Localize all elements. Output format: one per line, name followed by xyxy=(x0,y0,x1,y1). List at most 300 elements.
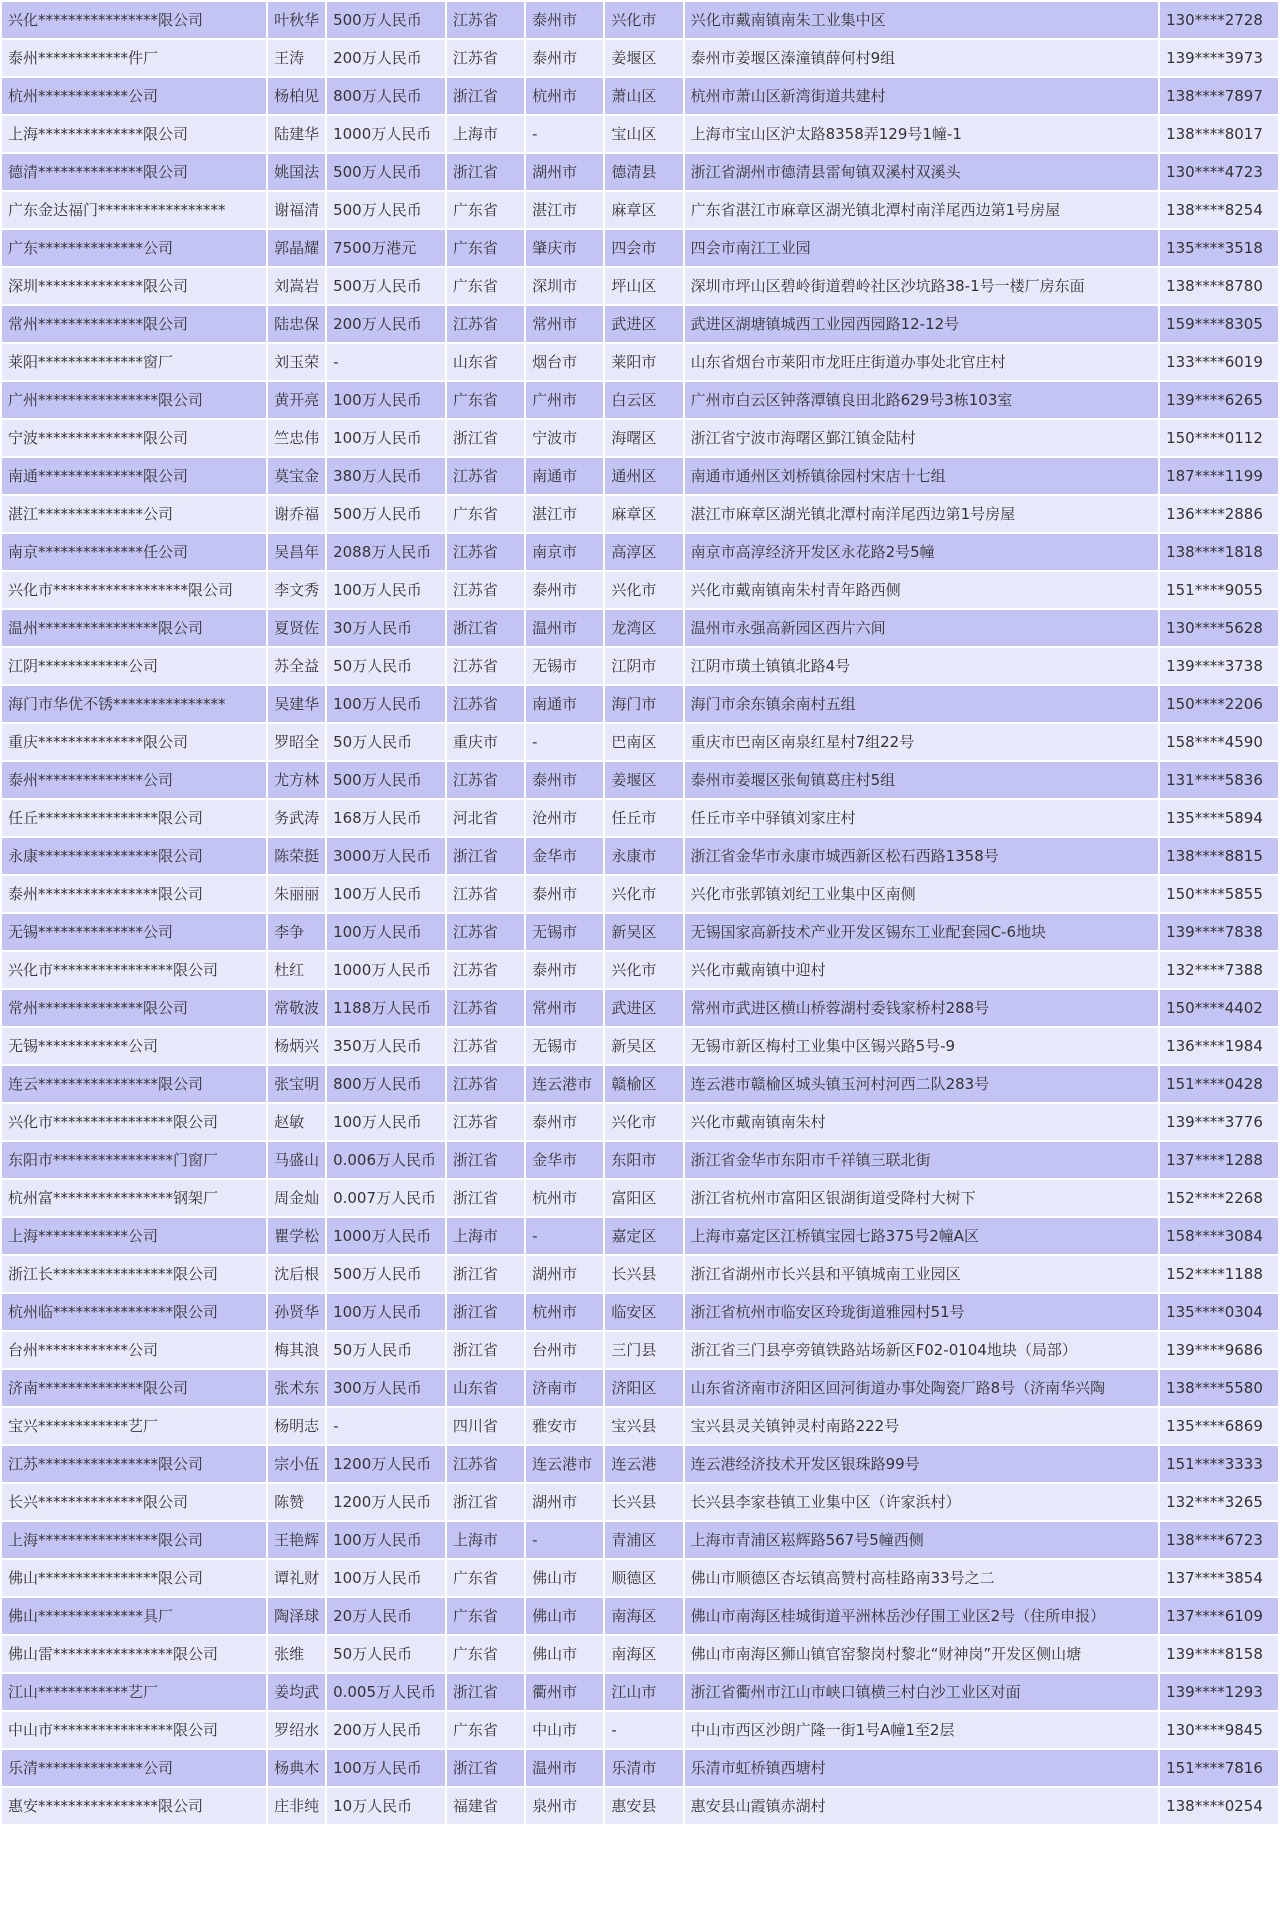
address-cell: 湛江市麻章区湖光镇北潭村南洋尾西边第1号房屋 xyxy=(685,496,1159,532)
registered-capital-cell: - xyxy=(327,344,445,380)
address-cell: 武进区湖塘镇城西工业园西园路12-12号 xyxy=(685,306,1159,342)
city-cell: 雅安市 xyxy=(526,1408,603,1444)
table-row xyxy=(2,116,1278,152)
district-cell: 济阳区 xyxy=(605,1370,682,1406)
province-cell: 江苏省 xyxy=(447,534,524,570)
province-cell: 江苏省 xyxy=(447,1446,524,1482)
district-cell: 武进区 xyxy=(605,990,682,1026)
city-cell: 湖州市 xyxy=(526,1256,603,1292)
district-cell: 东阳市 xyxy=(605,1142,682,1178)
province-cell: 浙江省 xyxy=(447,1332,524,1368)
company-name-cell: 兴化市******************限公司 xyxy=(2,572,266,608)
city-cell: 中山市 xyxy=(526,1712,603,1748)
legal-person-cell: 陆建华 xyxy=(268,116,325,152)
table-row xyxy=(2,648,1278,684)
phone-cell: 139****3776 xyxy=(1160,1104,1278,1140)
legal-person-cell: 瞿学松 xyxy=(268,1218,325,1254)
legal-person-cell: 叶秋华 xyxy=(268,2,325,38)
address-cell: 浙江省杭州市富阳区银湖街道受降村大树下 xyxy=(685,1180,1159,1216)
company-name-cell: 杭州************公司 xyxy=(2,78,266,114)
legal-person-cell: 谭礼财 xyxy=(268,1560,325,1596)
company-name-cell: 温州****************限公司 xyxy=(2,610,266,646)
registered-capital-cell: 1200万人民币 xyxy=(327,1446,445,1482)
province-cell: 浙江省 xyxy=(447,1294,524,1330)
province-cell: 河北省 xyxy=(447,800,524,836)
company-name-cell: 海门市华优不锈*************** xyxy=(2,686,266,722)
city-cell: 连云港市 xyxy=(526,1446,603,1482)
city-cell: - xyxy=(526,1522,603,1558)
phone-cell: 133****6019 xyxy=(1160,344,1278,380)
legal-person-cell: 马盛山 xyxy=(268,1142,325,1178)
table-row xyxy=(2,686,1278,722)
company-name-cell: 江阴************公司 xyxy=(2,648,266,684)
district-cell: 长兴县 xyxy=(605,1256,682,1292)
phone-cell: 135****3518 xyxy=(1160,230,1278,266)
district-cell: 宝兴县 xyxy=(605,1408,682,1444)
address-cell: 上海市嘉定区江桥镇宝园七路375号2幢A区 xyxy=(685,1218,1159,1254)
address-cell: 浙江省湖州市长兴县和平镇城南工业园区 xyxy=(685,1256,1159,1292)
company-name-cell: 泰州**************公司 xyxy=(2,762,266,798)
district-cell: 乐清市 xyxy=(605,1750,682,1786)
legal-person-cell: 常敬波 xyxy=(268,990,325,1026)
city-cell: 温州市 xyxy=(526,1750,603,1786)
province-cell: 江苏省 xyxy=(447,306,524,342)
legal-person-cell: 谢乔福 xyxy=(268,496,325,532)
district-cell: 长兴县 xyxy=(605,1484,682,1520)
company-name-cell: 无锡************公司 xyxy=(2,1028,266,1064)
legal-person-cell: 黄开亮 xyxy=(268,382,325,418)
company-name-cell: 浙江长****************限公司 xyxy=(2,1256,266,1292)
province-cell: 江苏省 xyxy=(447,1066,524,1102)
registered-capital-cell: 500万人民币 xyxy=(327,2,445,38)
city-cell: 台州市 xyxy=(526,1332,603,1368)
phone-cell: 136****2886 xyxy=(1160,496,1278,532)
province-cell: 江苏省 xyxy=(447,648,524,684)
registered-capital-cell: 168万人民币 xyxy=(327,800,445,836)
table-row xyxy=(2,1522,1278,1558)
address-cell: 兴化市戴南镇南朱工业集中区 xyxy=(685,2,1159,38)
district-cell: 莱阳市 xyxy=(605,344,682,380)
address-cell: 浙江省金华市东阳市千祥镇三联北街 xyxy=(685,1142,1159,1178)
legal-person-cell: 杜红 xyxy=(268,952,325,988)
phone-cell: 138****7897 xyxy=(1160,78,1278,114)
address-cell: 中山市西区沙朗广隆一街1号A幢1至2层 xyxy=(685,1712,1159,1748)
table-row xyxy=(2,1180,1278,1216)
company-name-cell: 深圳**************限公司 xyxy=(2,268,266,304)
phone-cell: 135****0304 xyxy=(1160,1294,1278,1330)
address-cell: 佛山市南海区狮山镇官窑黎岗村黎北“财神岗”开发区侧山塘 xyxy=(685,1636,1159,1672)
address-cell: 山东省济南市济阳区回河街道办事处陶瓷厂路8号（济南华兴陶 xyxy=(685,1370,1159,1406)
table-row xyxy=(2,572,1278,608)
registered-capital-cell: 380万人民币 xyxy=(327,458,445,494)
address-cell: 泰州市姜堰区溱潼镇薛何村9组 xyxy=(685,40,1159,76)
phone-cell: 150****0112 xyxy=(1160,420,1278,456)
district-cell: 德清县 xyxy=(605,154,682,190)
phone-cell: 151****7816 xyxy=(1160,1750,1278,1786)
legal-person-cell: 孙贤华 xyxy=(268,1294,325,1330)
address-cell: 无锡市新区梅村工业集中区锡兴路5号-9 xyxy=(685,1028,1159,1064)
city-cell: 湖州市 xyxy=(526,154,603,190)
company-name-cell: 广州****************限公司 xyxy=(2,382,266,418)
province-cell: 浙江省 xyxy=(447,420,524,456)
company-name-cell: 东阳市****************门窗厂 xyxy=(2,1142,266,1178)
company-name-cell: 上海****************限公司 xyxy=(2,1522,266,1558)
city-cell: 佛山市 xyxy=(526,1636,603,1672)
province-cell: 广东省 xyxy=(447,230,524,266)
city-cell: 济南市 xyxy=(526,1370,603,1406)
city-cell: 杭州市 xyxy=(526,1294,603,1330)
registered-capital-cell: 100万人民币 xyxy=(327,382,445,418)
address-cell: 山东省烟台市莱阳市龙旺庄街道办事处北官庄村 xyxy=(685,344,1159,380)
table-row xyxy=(2,268,1278,304)
address-cell: 浙江省衢州市江山市峡口镇横三村白沙工业区对面 xyxy=(685,1674,1159,1710)
company-name-cell: 重庆**************限公司 xyxy=(2,724,266,760)
address-cell: 常州市武进区横山桥蓉湖村委钱家桥村288号 xyxy=(685,990,1159,1026)
table-body xyxy=(2,2,1278,1824)
legal-person-cell: 尤方林 xyxy=(268,762,325,798)
district-cell: 海曙区 xyxy=(605,420,682,456)
address-cell: 任丘市辛中驿镇刘家庄村 xyxy=(685,800,1159,836)
company-name-cell: 上海**************限公司 xyxy=(2,116,266,152)
district-cell: 萧山区 xyxy=(605,78,682,114)
district-cell: 四会市 xyxy=(605,230,682,266)
province-cell: 江苏省 xyxy=(447,1104,524,1140)
legal-person-cell: 姜均武 xyxy=(268,1674,325,1710)
table-row xyxy=(2,762,1278,798)
table-row xyxy=(2,1560,1278,1596)
legal-person-cell: 陶泽球 xyxy=(268,1598,325,1634)
registered-capital-cell: 100万人民币 xyxy=(327,914,445,950)
province-cell: 上海市 xyxy=(447,1522,524,1558)
company-name-cell: 佛山****************限公司 xyxy=(2,1560,266,1596)
city-cell: 深圳市 xyxy=(526,268,603,304)
registered-capital-cell: 100万人民币 xyxy=(327,420,445,456)
province-cell: 江苏省 xyxy=(447,914,524,950)
phone-cell: 130****5628 xyxy=(1160,610,1278,646)
registered-capital-cell: 100万人民币 xyxy=(327,686,445,722)
legal-person-cell: 赵敏 xyxy=(268,1104,325,1140)
province-cell: 上海市 xyxy=(447,1218,524,1254)
company-name-cell: 佛山雷****************限公司 xyxy=(2,1636,266,1672)
phone-cell: 130****2728 xyxy=(1160,2,1278,38)
registered-capital-cell: 1000万人民币 xyxy=(327,1218,445,1254)
legal-person-cell: 杨炳兴 xyxy=(268,1028,325,1064)
district-cell: 新吴区 xyxy=(605,1028,682,1064)
city-cell: 广州市 xyxy=(526,382,603,418)
phone-cell: 132****3265 xyxy=(1160,1484,1278,1520)
district-cell: 江阴市 xyxy=(605,648,682,684)
legal-person-cell: 罗绍水 xyxy=(268,1712,325,1748)
address-cell: 连云港经济技术开发区银珠路99号 xyxy=(685,1446,1159,1482)
company-name-cell: 南通**************限公司 xyxy=(2,458,266,494)
phone-cell: 138****8815 xyxy=(1160,838,1278,874)
district-cell: 白云区 xyxy=(605,382,682,418)
city-cell: 常州市 xyxy=(526,990,603,1026)
address-cell: 广州市白云区钟落潭镇良田北路629号3栋103室 xyxy=(685,382,1159,418)
district-cell: 任丘市 xyxy=(605,800,682,836)
address-cell: 浙江省湖州市德清县雷甸镇双溪村双溪头 xyxy=(685,154,1159,190)
city-cell: 连云港市 xyxy=(526,1066,603,1102)
legal-person-cell: 莫宝金 xyxy=(268,458,325,494)
phone-cell: 158****3084 xyxy=(1160,1218,1278,1254)
phone-cell: 135****5894 xyxy=(1160,800,1278,836)
company-name-cell: 广东**************公司 xyxy=(2,230,266,266)
table-row xyxy=(2,1674,1278,1710)
district-cell: 新吴区 xyxy=(605,914,682,950)
legal-person-cell: 王艳辉 xyxy=(268,1522,325,1558)
address-cell: 浙江省三门县亭旁镇铁路站场新区F02-0104地块（局部） xyxy=(685,1332,1159,1368)
company-name-cell: 泰州****************限公司 xyxy=(2,876,266,912)
city-cell: 常州市 xyxy=(526,306,603,342)
company-name-cell: 长兴**************限公司 xyxy=(2,1484,266,1520)
company-name-cell: 惠安****************限公司 xyxy=(2,1788,266,1824)
province-cell: 山东省 xyxy=(447,1370,524,1406)
legal-person-cell: 苏全益 xyxy=(268,648,325,684)
province-cell: 浙江省 xyxy=(447,1256,524,1292)
table-row xyxy=(2,382,1278,418)
address-cell: 惠安县山霞镇赤湖村 xyxy=(685,1788,1159,1824)
district-cell: 顺德区 xyxy=(605,1560,682,1596)
registered-capital-cell: 500万人民币 xyxy=(327,192,445,228)
registered-capital-cell: 0.007万人民币 xyxy=(327,1180,445,1216)
phone-cell: 139****9686 xyxy=(1160,1332,1278,1368)
province-cell: 广东省 xyxy=(447,192,524,228)
district-cell: 惠安县 xyxy=(605,1788,682,1824)
city-cell: 金华市 xyxy=(526,838,603,874)
legal-person-cell: 杨明志 xyxy=(268,1408,325,1444)
district-cell: 三门县 xyxy=(605,1332,682,1368)
registered-capital-cell: 1188万人民币 xyxy=(327,990,445,1026)
city-cell: 杭州市 xyxy=(526,78,603,114)
table-row xyxy=(2,534,1278,570)
district-cell: 永康市 xyxy=(605,838,682,874)
company-name-cell: 江山************艺厂 xyxy=(2,1674,266,1710)
phone-cell: 136****1984 xyxy=(1160,1028,1278,1064)
province-cell: 江苏省 xyxy=(447,572,524,608)
registered-capital-cell: 100万人民币 xyxy=(327,1560,445,1596)
registered-capital-cell: 800万人民币 xyxy=(327,78,445,114)
city-cell: 金华市 xyxy=(526,1142,603,1178)
company-name-cell: 广东金达福门***************** xyxy=(2,192,266,228)
table-row xyxy=(2,1484,1278,1520)
district-cell: 麻章区 xyxy=(605,192,682,228)
phone-cell: 139****6265 xyxy=(1160,382,1278,418)
district-cell: 海门市 xyxy=(605,686,682,722)
province-cell: 江苏省 xyxy=(447,952,524,988)
province-cell: 浙江省 xyxy=(447,78,524,114)
address-cell: 浙江省金华市永康市城西新区松石西路1358号 xyxy=(685,838,1159,874)
city-cell: 泰州市 xyxy=(526,876,603,912)
company-name-cell: 台州************公司 xyxy=(2,1332,266,1368)
phone-cell: 135****6869 xyxy=(1160,1408,1278,1444)
phone-cell: 132****7388 xyxy=(1160,952,1278,988)
registered-capital-cell: 100万人民币 xyxy=(327,876,445,912)
phone-cell: 138****8780 xyxy=(1160,268,1278,304)
registered-capital-cell: 100万人民币 xyxy=(327,572,445,608)
company-name-cell: 江苏****************限公司 xyxy=(2,1446,266,1482)
province-cell: 浙江省 xyxy=(447,1750,524,1786)
table-row xyxy=(2,40,1278,76)
table-row xyxy=(2,1370,1278,1406)
phone-cell: 187****1199 xyxy=(1160,458,1278,494)
district-cell: 龙湾区 xyxy=(605,610,682,646)
table-row xyxy=(2,1332,1278,1368)
province-cell: 浙江省 xyxy=(447,1674,524,1710)
company-name-cell: 泰州************件厂 xyxy=(2,40,266,76)
province-cell: 浙江省 xyxy=(447,1180,524,1216)
phone-cell: 138****8017 xyxy=(1160,116,1278,152)
district-cell: 江山市 xyxy=(605,1674,682,1710)
registered-capital-cell: 0.006万人民币 xyxy=(327,1142,445,1178)
legal-person-cell: 杨典木 xyxy=(268,1750,325,1786)
province-cell: 江苏省 xyxy=(447,40,524,76)
province-cell: 江苏省 xyxy=(447,990,524,1026)
province-cell: 福建省 xyxy=(447,1788,524,1824)
city-cell: 湖州市 xyxy=(526,1484,603,1520)
address-cell: 长兴县李家巷镇工业集中区（许家浜村） xyxy=(685,1484,1159,1520)
city-cell: 南通市 xyxy=(526,686,603,722)
address-cell: 佛山市南海区桂城街道平洲林岳沙仔围工业区2号（住所申报） xyxy=(685,1598,1159,1634)
address-cell: 南通市通州区刘桥镇徐园村宋店十七组 xyxy=(685,458,1159,494)
legal-person-cell: 梅其浪 xyxy=(268,1332,325,1368)
legal-person-cell: 李文秀 xyxy=(268,572,325,608)
legal-person-cell: 陈赞 xyxy=(268,1484,325,1520)
address-cell: 上海市宝山区沪太路8358弄129号1幢-1 xyxy=(685,116,1159,152)
table-row xyxy=(2,1636,1278,1672)
district-cell: 兴化市 xyxy=(605,952,682,988)
province-cell: 广东省 xyxy=(447,382,524,418)
city-cell: 湛江市 xyxy=(526,496,603,532)
province-cell: 江苏省 xyxy=(447,458,524,494)
phone-cell: 137****6109 xyxy=(1160,1598,1278,1634)
city-cell: 佛山市 xyxy=(526,1598,603,1634)
phone-cell: 138****0254 xyxy=(1160,1788,1278,1824)
registered-capital-cell: 50万人民币 xyxy=(327,1332,445,1368)
city-cell: 烟台市 xyxy=(526,344,603,380)
table-row xyxy=(2,1104,1278,1140)
registered-capital-cell: 10万人民币 xyxy=(327,1788,445,1824)
legal-person-cell: 竺忠伟 xyxy=(268,420,325,456)
city-cell: 佛山市 xyxy=(526,1560,603,1596)
legal-person-cell: 罗昭全 xyxy=(268,724,325,760)
district-cell: 巴南区 xyxy=(605,724,682,760)
registered-capital-cell: 300万人民币 xyxy=(327,1370,445,1406)
company-name-cell: 德清**************限公司 xyxy=(2,154,266,190)
company-name-cell: 杭州临****************限公司 xyxy=(2,1294,266,1330)
city-cell: 肇庆市 xyxy=(526,230,603,266)
phone-cell: 150****2206 xyxy=(1160,686,1278,722)
city-cell: 温州市 xyxy=(526,610,603,646)
table-row xyxy=(2,1294,1278,1330)
table-row xyxy=(2,1788,1278,1824)
address-cell: 浙江省宁波市海曙区鄞江镇金陆村 xyxy=(685,420,1159,456)
province-cell: 山东省 xyxy=(447,344,524,380)
district-cell: 兴化市 xyxy=(605,876,682,912)
registered-capital-cell: 50万人民币 xyxy=(327,724,445,760)
table-row xyxy=(2,1142,1278,1178)
table-row xyxy=(2,1256,1278,1292)
company-name-cell: 兴化市****************限公司 xyxy=(2,952,266,988)
province-cell: 江苏省 xyxy=(447,1028,524,1064)
province-cell: 浙江省 xyxy=(447,1142,524,1178)
legal-person-cell: 郭晶耀 xyxy=(268,230,325,266)
table-row xyxy=(2,1446,1278,1482)
company-name-cell: 永康****************限公司 xyxy=(2,838,266,874)
company-name-cell: 湛江**************公司 xyxy=(2,496,266,532)
registered-capital-cell: 350万人民币 xyxy=(327,1028,445,1064)
registered-capital-cell: 200万人民币 xyxy=(327,306,445,342)
table-row xyxy=(2,496,1278,532)
province-cell: 江苏省 xyxy=(447,762,524,798)
registered-capital-cell: 50万人民币 xyxy=(327,648,445,684)
province-cell: 江苏省 xyxy=(447,876,524,912)
registered-capital-cell: 0.005万人民币 xyxy=(327,1674,445,1710)
city-cell: 泰州市 xyxy=(526,572,603,608)
district-cell: 南海区 xyxy=(605,1598,682,1634)
address-cell: 南京市高淳经济开发区永花路2号5幢 xyxy=(685,534,1159,570)
table-row xyxy=(2,1598,1278,1634)
district-cell: 兴化市 xyxy=(605,1104,682,1140)
phone-cell: 138****8254 xyxy=(1160,192,1278,228)
table-row xyxy=(2,1408,1278,1444)
city-cell: 衢州市 xyxy=(526,1674,603,1710)
district-cell: 通州区 xyxy=(605,458,682,494)
city-cell: 南通市 xyxy=(526,458,603,494)
legal-person-cell: 张维 xyxy=(268,1636,325,1672)
registered-capital-cell: 500万人民币 xyxy=(327,154,445,190)
address-cell: 泰州市姜堰区张甸镇葛庄村5组 xyxy=(685,762,1159,798)
company-name-cell: 佛山**************具厂 xyxy=(2,1598,266,1634)
city-cell: 泰州市 xyxy=(526,952,603,988)
address-cell: 连云港市赣榆区城头镇玉河村河西二队283号 xyxy=(685,1066,1159,1102)
table-row xyxy=(2,1750,1278,1786)
phone-cell: 151****0428 xyxy=(1160,1066,1278,1102)
district-cell: 青浦区 xyxy=(605,1522,682,1558)
registered-capital-cell: 1000万人民币 xyxy=(327,952,445,988)
phone-cell: 137****3854 xyxy=(1160,1560,1278,1596)
phone-cell: 139****3973 xyxy=(1160,40,1278,76)
city-cell: 无锡市 xyxy=(526,914,603,950)
table-row xyxy=(2,192,1278,228)
table-row xyxy=(2,876,1278,912)
table-row xyxy=(2,914,1278,950)
registered-capital-cell: 1200万人民币 xyxy=(327,1484,445,1520)
phone-cell: 151****3333 xyxy=(1160,1446,1278,1482)
company-name-cell: 常州**************限公司 xyxy=(2,990,266,1026)
company-name-cell: 任丘****************限公司 xyxy=(2,800,266,836)
phone-cell: 152****1188 xyxy=(1160,1256,1278,1292)
address-cell: 深圳市坪山区碧岭街道碧岭社区沙坑路38-1号一楼厂房东面 xyxy=(685,268,1159,304)
city-cell: 无锡市 xyxy=(526,648,603,684)
district-cell: 南海区 xyxy=(605,1636,682,1672)
legal-person-cell: 吴建华 xyxy=(268,686,325,722)
city-cell: 南京市 xyxy=(526,534,603,570)
city-cell: 沧州市 xyxy=(526,800,603,836)
legal-person-cell: 王涛 xyxy=(268,40,325,76)
legal-person-cell: 张宝明 xyxy=(268,1066,325,1102)
district-cell: 坪山区 xyxy=(605,268,682,304)
legal-person-cell: 刘玉荣 xyxy=(268,344,325,380)
province-cell: 广东省 xyxy=(447,496,524,532)
registered-capital-cell: 7500万港元 xyxy=(327,230,445,266)
table-row xyxy=(2,990,1278,1026)
table-row xyxy=(2,1028,1278,1064)
registered-capital-cell: 2088万人民币 xyxy=(327,534,445,570)
table-row xyxy=(2,610,1278,646)
table-row xyxy=(2,1712,1278,1748)
phone-cell: 130****4723 xyxy=(1160,154,1278,190)
legal-person-cell: 谢福清 xyxy=(268,192,325,228)
